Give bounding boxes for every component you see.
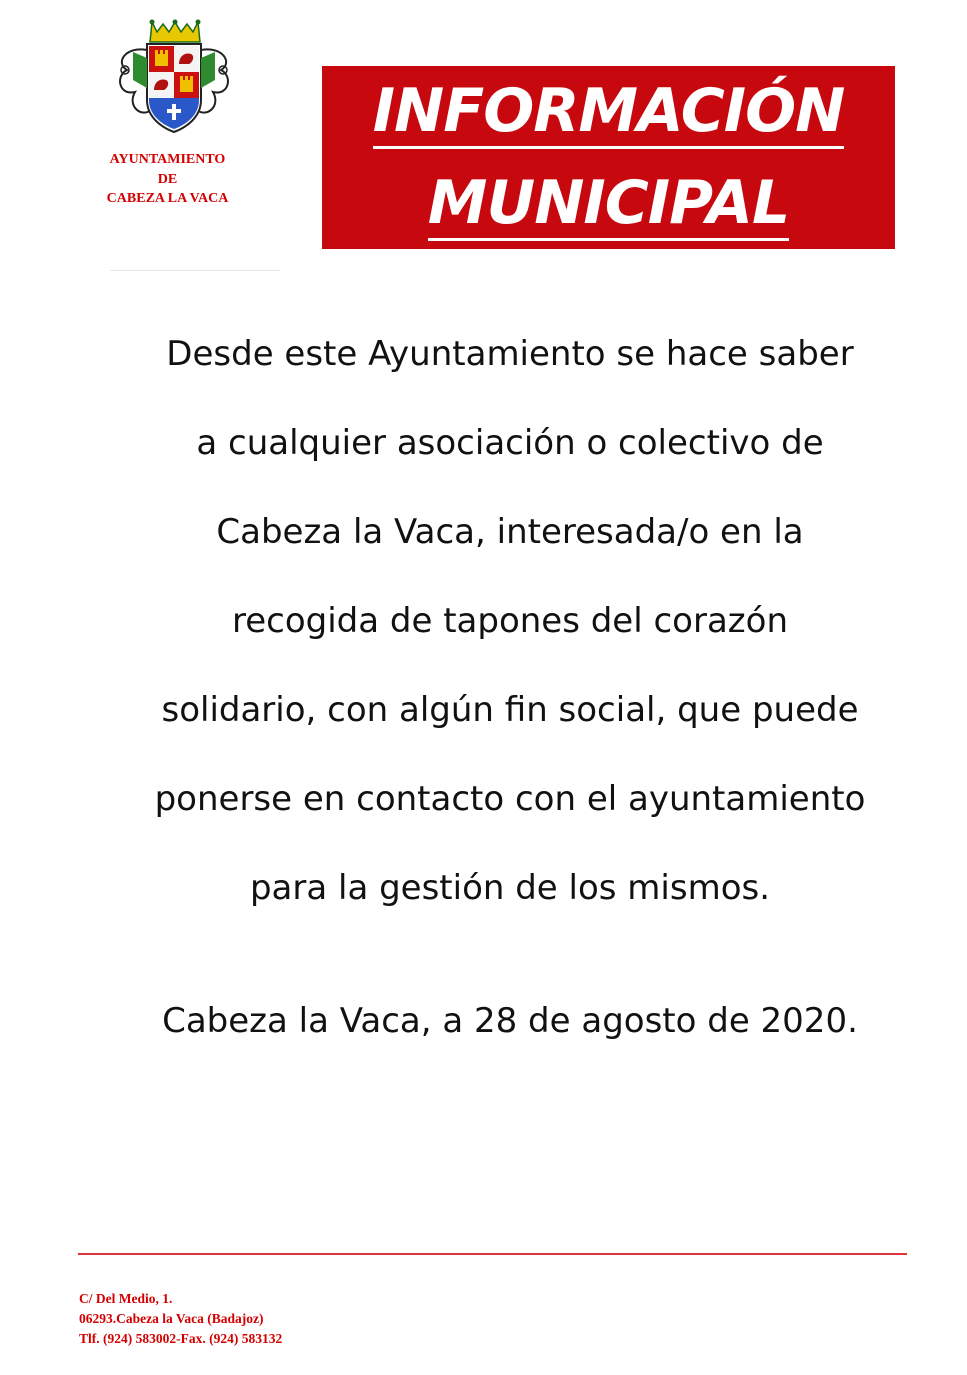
footer-line: Tlf. (924) 583002-Fax. (924) 583132	[79, 1331, 283, 1346]
footer-divider	[78, 1253, 907, 1255]
organization-name-line: AYUNTAMIENTO	[109, 152, 226, 167]
footer-line: 06293.Cabeza la Vaca (Badajoz)	[79, 1311, 264, 1326]
organization-name-line: DE	[157, 171, 178, 187]
notice-line: recogida de tapones del corazón	[231, 601, 788, 641]
notice-line: solidario, con algún fin social, que puede	[161, 690, 859, 730]
banner-title-line: INFORMACIÓN	[322, 78, 895, 144]
notice-body	[60, 0, 960, 1100]
notice-line: a cualquier asociación o colectivo de	[196, 423, 824, 463]
footer-line: C/ Del Medio, 1.	[79, 1291, 173, 1306]
notice-line: para la gestión de los mismos.	[249, 868, 771, 908]
footer-address	[79, 1289, 282, 1349]
organization-name-line: CABEZA LA VACA	[106, 191, 229, 205]
notice-line: Desde este Ayuntamiento se hace saber	[166, 334, 854, 374]
notice-line: ponerse en contacto con el ayuntamiento	[154, 779, 866, 819]
notice-line: Cabeza la Vaca, interesada/o en la	[216, 512, 804, 552]
date-line: Cabeza la Vaca, a 28 de agosto de 2020.	[162, 1001, 858, 1041]
banner-title-line: MUNICIPAL	[322, 170, 895, 236]
